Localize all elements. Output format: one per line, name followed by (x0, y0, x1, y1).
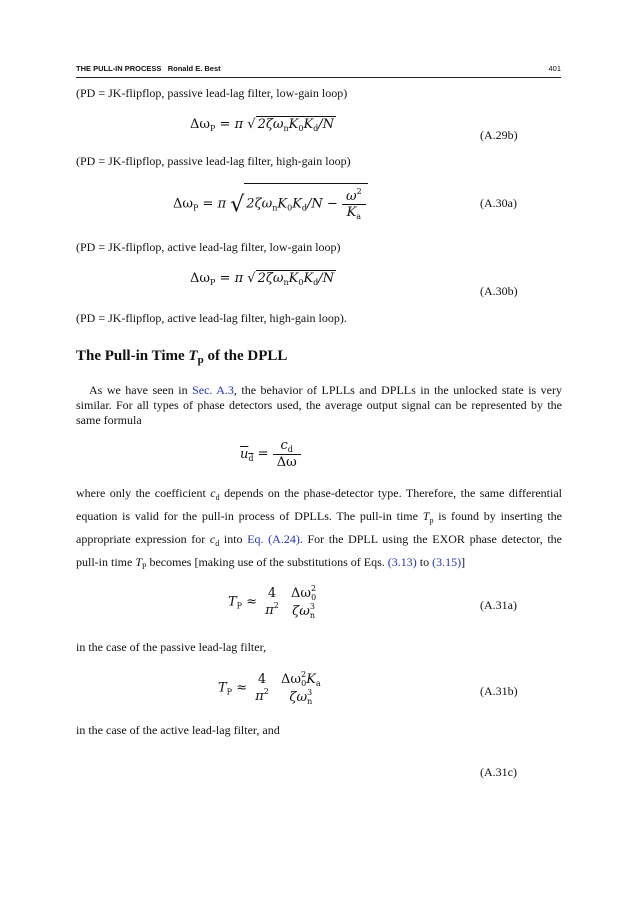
text-after-a31b: in the case of the active lead-lag filter, and (76, 723, 280, 737)
text-after-a31a: in the case of the passive lead-lag filter, (76, 640, 267, 654)
equation-a31a: $T_P$ ≈ 4 $\pi^2$ $\Delta\omega^2_0$ $\zeta\omega^3_n$ (228, 584, 317, 620)
paragraph-1: As we have seen in Sec. A.3, the behavior of LPLLs and DPLLs in the unlocked state is very similar. For all types of phase detectors used, the average output signal can be represented by the same formula (76, 383, 563, 427)
caption-1: (PD = JK-flipflop, passive lead-lag filter, low-gain loop) (76, 86, 348, 100)
link-eq-3-13[interactable]: (3.13) (387, 555, 417, 569)
equation-a30b: $\Delta\omega_P = \pi$ √ $2\zeta\omega_nK_0K_d/N$ (190, 271, 335, 287)
caption-2: (PD = JK-flipflop, passive lead-lag filter, high-gain loop) (76, 154, 351, 168)
eq-number-a30a: (A.30a) (480, 196, 517, 210)
equation-a31b: $T_P$ ≈ 4 $\pi^2$ $\Delta\omega^2_0K_a$ $\zeta\omega^3_n$ (218, 670, 321, 706)
eq-number-a31c: (A.31c) (480, 765, 517, 779)
link-eq-a24[interactable]: Eq. (A.24) (247, 532, 300, 546)
eq-number-a31a: (A.31a) (480, 598, 517, 612)
running-header (76, 64, 561, 73)
section-heading: The Pull-in Time $T_p$ of the DPLL (76, 348, 288, 366)
paragraph-2: where only the coefficient $c_d$ depends on the phase-detector type. Therefore, the same differential equation is valid for the pull-in process of DPLLs. The pull-in time $T_p$ is found by inserting the appropriate expression for $c_d$ into Eq. (A.24). For the DPLL using the EXOR phase detector, the pull-in time $T_P$ becomes [making use of the substitutions of Eqs. (3.13) to (3.15)] (76, 486, 563, 571)
equation-a30a: $\Delta\omega_P = \pi$ √ $2\zeta\omega_nK_0K_d/N$ − $\frac{\omega^2}{K_a}$ (173, 183, 368, 221)
caption-4: (PD = JK-flipflop, active lead-lag filter, high-gain loop). (76, 311, 347, 325)
eq-number-a31b: (A.31b) (480, 684, 518, 698)
page-number: 401 (548, 64, 561, 73)
caption-3: (PD = JK-flipflop, active lead-lag filter, low-gain loop) (76, 240, 341, 254)
running-author: Ronald E. Best (167, 64, 221, 73)
link-sec-a3[interactable]: Sec. A.3 (192, 383, 234, 397)
eq-number-a30b: (A.30b) (480, 284, 518, 298)
eq-number-a29b: (A.29b) (480, 128, 518, 142)
running-title: THE PULL-IN PROCESS (76, 64, 162, 73)
header-rule (76, 77, 561, 78)
equation-a29b: $\Delta\omega_P = \pi$ √ $2\zeta\omega_nK_0K_d/N$ (190, 117, 335, 133)
link-eq-3-15[interactable]: (3.15) (432, 555, 462, 569)
equation-ud: $u_d$ = $\frac{c_d}{\Delta\omega}$ (240, 438, 301, 470)
